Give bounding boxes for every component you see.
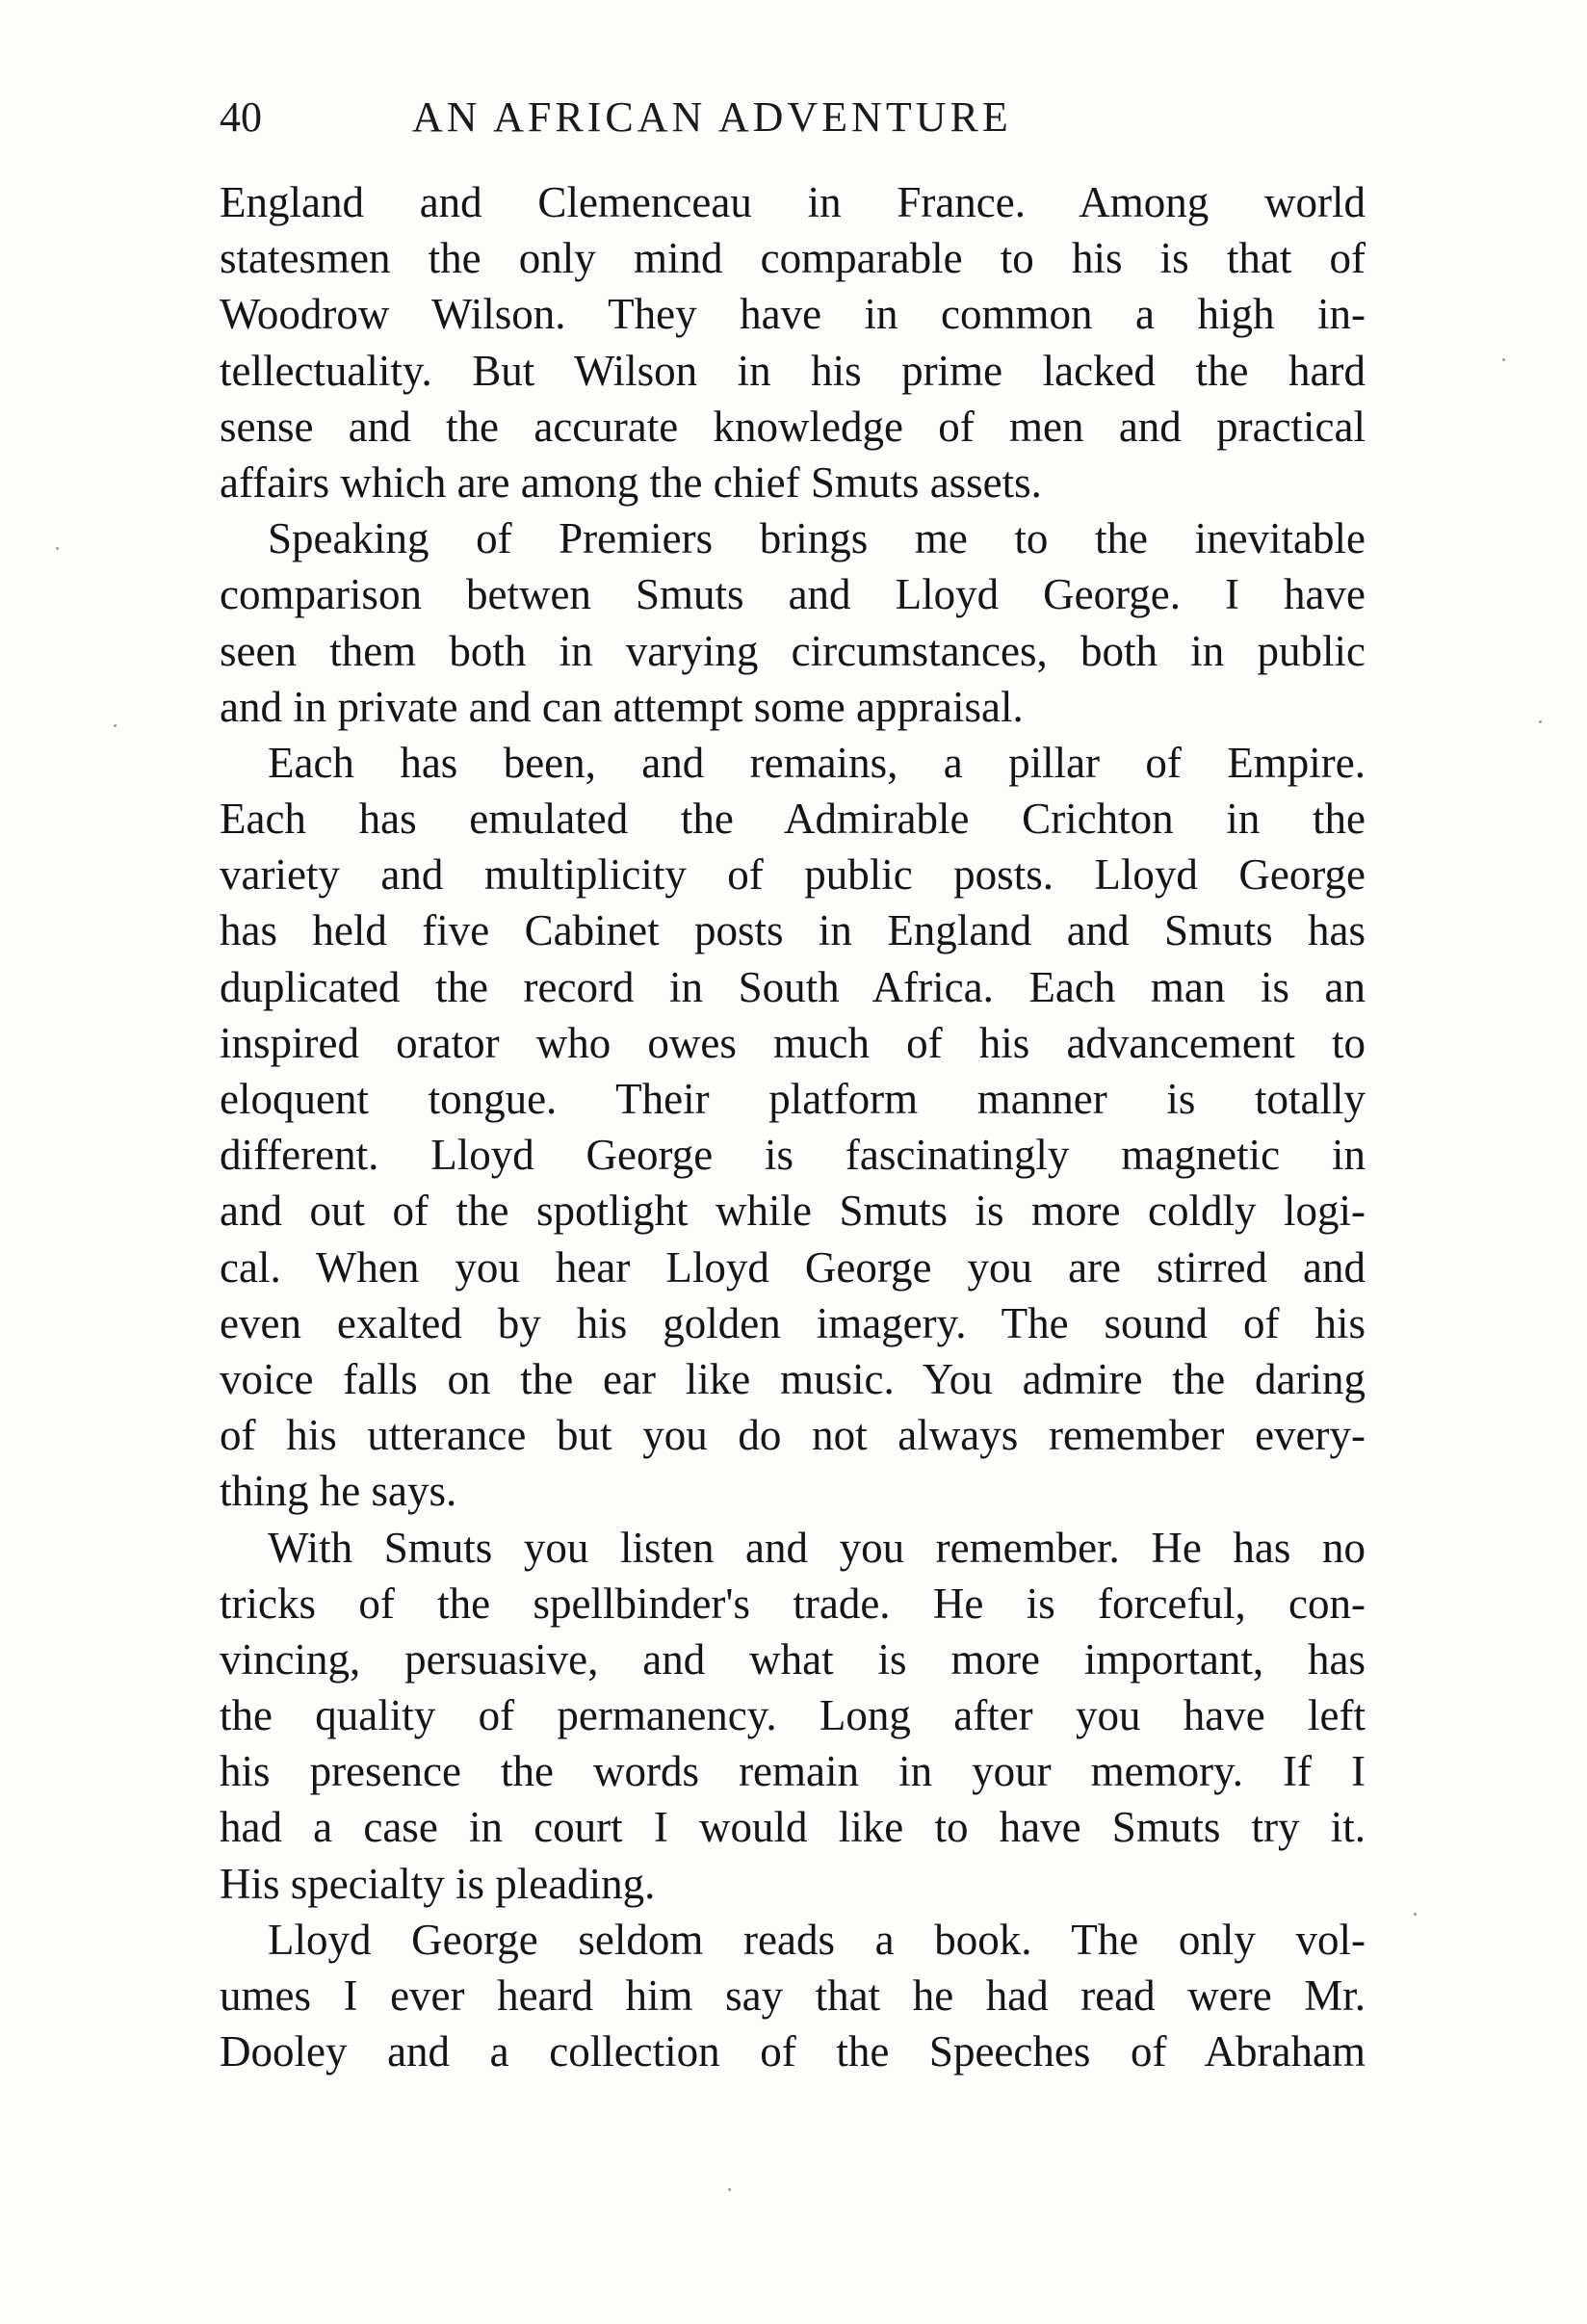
text-line: Dooley and a collection of the Speeches of Abraham	[220, 2027, 1366, 2076]
text-line: umes I ever heard him say that he had read were Mr.	[220, 1971, 1366, 2020]
text-line: Woodrow Wilson. They have in common a high in-	[220, 290, 1366, 339]
paper-speck	[728, 2188, 731, 2191]
text-line: and out of the spotlight while Smuts is more coldly logi-	[220, 1187, 1366, 1236]
text-line: thing he says.	[220, 1467, 457, 1516]
page-header	[220, 89, 1366, 146]
text-line: voice falls on the ear like music. You admire the daring	[220, 1354, 1366, 1403]
page-number: 40	[220, 93, 262, 141]
text-line: affairs which are among the chief Smuts assets.	[220, 457, 1042, 507]
body-text	[220, 174, 1366, 2079]
text-line: tricks of the spellbinder's trade. He is forceful, con-	[220, 1579, 1366, 1628]
text-line: Each has been, and remains, a pillar of Empire.	[268, 738, 1366, 787]
text-line: duplicated the record in South Africa. Each man is an	[220, 962, 1366, 1011]
text-line: inspired orator who owes much of his advancement to	[220, 1018, 1366, 1067]
text-line: statesmen the only mind comparable to his is that of	[220, 234, 1366, 283]
text-line: sense and the accurate knowledge of men and practical	[220, 402, 1366, 451]
text-line: the quality of permanency. Long after you have left	[220, 1691, 1366, 1740]
text-line: eloquent tongue. Their platform manner is totally	[220, 1075, 1366, 1123]
running-head: AN AFRICAN ADVENTURE	[412, 93, 1012, 141]
text-line: even exalted by his golden imagery. The sound of his	[220, 1298, 1366, 1347]
text-line: his presence the words remain in your memory. If I	[220, 1747, 1366, 1796]
text-line: Speaking of Premiers brings me to the inevitable	[268, 514, 1366, 563]
text-line: of his utterance but you do not always remember every-	[220, 1411, 1366, 1460]
text-line: comparison betwen Smuts and Lloyd George. I have	[220, 570, 1366, 619]
text-line: Lloyd George seldom reads a book. The only vol-	[268, 1915, 1366, 1964]
paper-speck	[1502, 358, 1505, 361]
text-line: tellectuality. But Wilson in his prime lacked the hard	[220, 346, 1366, 395]
text-line: seen them both in varying circumstances, both in public	[220, 626, 1366, 675]
text-line: variety and multiplicity of public posts. Lloyd George	[220, 850, 1366, 900]
text-line: had a case in court I would like to have Smuts try it.	[220, 1803, 1366, 1852]
paper-speck	[114, 724, 117, 727]
text-line: vincing, persuasive, and what is more important, has	[220, 1634, 1366, 1684]
paper-speck	[1414, 1913, 1417, 1916]
text-line: Each has emulated the Admirable Crichton in the	[220, 795, 1366, 844]
text-line: cal. When you hear Lloyd George you are stirred and	[220, 1242, 1366, 1292]
paper-speck	[1539, 720, 1542, 723]
text-line: His specialty is pleading.	[220, 1859, 656, 1908]
text-line: and in private and can attempt some appraisal.	[220, 682, 1024, 731]
text-line: England and Clemenceau in France. Among world	[220, 178, 1366, 226]
paper-speck	[56, 547, 59, 550]
text-line: different. Lloyd George is fascinatingly magnetic in	[220, 1131, 1366, 1180]
text-line: With Smuts you listen and you remember. He has no	[268, 1523, 1366, 1572]
text-line: has held five Cabinet posts in England and Smuts has	[220, 906, 1366, 955]
